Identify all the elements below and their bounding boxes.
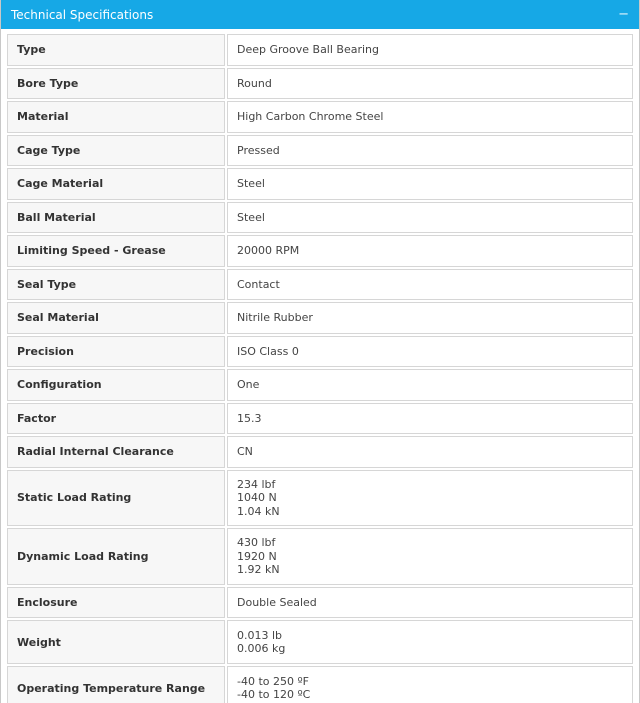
spec-value-line: 0.013 lb bbox=[237, 628, 283, 642]
spec-value-line: ISO Class 0 bbox=[237, 344, 299, 358]
spec-label: Factor bbox=[7, 403, 225, 435]
table-row bbox=[7, 68, 633, 100]
specs-table-container bbox=[1, 29, 639, 703]
panel-header[interactable] bbox=[1, 0, 639, 29]
spec-value-line: Round bbox=[237, 76, 272, 90]
spec-value bbox=[227, 470, 633, 527]
spec-value bbox=[227, 68, 633, 100]
specs-table bbox=[5, 32, 635, 703]
spec-label: Dynamic Load Rating bbox=[7, 528, 225, 585]
table-row bbox=[7, 135, 633, 167]
table-row bbox=[7, 202, 633, 234]
spec-label: Material bbox=[7, 101, 225, 133]
spec-label: Radial Internal Clearance bbox=[7, 436, 225, 468]
table-row bbox=[7, 269, 633, 301]
table-row bbox=[7, 235, 633, 267]
spec-value-line: 20000 RPM bbox=[237, 244, 300, 257]
spec-value bbox=[227, 101, 633, 133]
spec-value bbox=[227, 666, 633, 703]
spec-value-line: 1.92 kN bbox=[237, 563, 280, 576]
spec-label: Enclosure bbox=[7, 587, 225, 619]
spec-value-line: 1.04 kN bbox=[237, 504, 280, 518]
table-row bbox=[7, 666, 633, 703]
spec-label: Precision bbox=[7, 336, 225, 368]
spec-value-line: CN bbox=[237, 445, 253, 458]
spec-label: Ball Material bbox=[7, 202, 225, 234]
spec-label: Type bbox=[7, 34, 225, 66]
spec-label: Bore Type bbox=[7, 68, 225, 100]
spec-value-line: Pressed bbox=[237, 143, 280, 157]
spec-value bbox=[227, 135, 633, 167]
spec-value bbox=[227, 587, 633, 619]
spec-value bbox=[227, 34, 633, 66]
spec-value-line: 430 lbf bbox=[237, 536, 276, 549]
spec-value-line: -40 to 250 ºF bbox=[237, 674, 310, 688]
spec-value bbox=[227, 620, 633, 664]
spec-label: Cage Type bbox=[7, 135, 225, 167]
spec-value bbox=[227, 436, 633, 468]
spec-label: Limiting Speed - Grease bbox=[7, 235, 225, 267]
table-row bbox=[7, 403, 633, 435]
spec-value bbox=[227, 336, 633, 368]
spec-value-line: Steel bbox=[237, 177, 265, 190]
spec-label: Seal Material bbox=[7, 302, 225, 334]
spec-value bbox=[227, 302, 633, 334]
spec-value bbox=[227, 202, 633, 234]
spec-value-line: 1920 N bbox=[237, 549, 277, 563]
spec-value-line: 0.006 kg bbox=[237, 642, 286, 655]
table-row bbox=[7, 336, 633, 368]
spec-value bbox=[227, 168, 633, 200]
spec-value bbox=[227, 235, 633, 267]
spec-value-line: 234 lbf bbox=[237, 477, 276, 491]
spec-value-line: Deep Groove Ball Bearing bbox=[237, 43, 380, 56]
spec-value-line: 1040 N bbox=[237, 491, 277, 504]
spec-label: Static Load Rating bbox=[7, 470, 225, 527]
spec-label: Operating Temperature Range bbox=[7, 666, 225, 703]
spec-label: Cage Material bbox=[7, 168, 225, 200]
spec-value-line: Nitrile Rubber bbox=[237, 311, 313, 324]
spec-value bbox=[227, 369, 633, 401]
spec-value-line: Steel bbox=[237, 210, 265, 224]
spec-value bbox=[227, 528, 633, 585]
table-row bbox=[7, 587, 633, 619]
spec-value bbox=[227, 403, 633, 435]
table-row bbox=[7, 101, 633, 133]
spec-value-line: Contact bbox=[237, 277, 280, 291]
table-row bbox=[7, 470, 633, 527]
spec-label: Configuration bbox=[7, 369, 225, 401]
panel-title: Technical Specifications bbox=[11, 7, 154, 22]
table-row bbox=[7, 34, 633, 66]
spec-value-line: High Carbon Chrome Steel bbox=[237, 110, 384, 123]
spec-value-line: 15.3 bbox=[237, 411, 262, 425]
table-row bbox=[7, 436, 633, 468]
specs-table-body bbox=[7, 34, 633, 703]
table-row bbox=[7, 168, 633, 200]
table-row bbox=[7, 620, 633, 664]
spec-value-line: One bbox=[237, 378, 260, 391]
table-row bbox=[7, 302, 633, 334]
table-row bbox=[7, 369, 633, 401]
spec-value-line: -40 to 120 ºC bbox=[237, 688, 311, 701]
collapse-icon[interactable]: − bbox=[618, 7, 629, 22]
spec-value bbox=[227, 269, 633, 301]
spec-label: Seal Type bbox=[7, 269, 225, 301]
spec-value-line: Double Sealed bbox=[237, 595, 317, 609]
spec-label: Weight bbox=[7, 620, 225, 664]
table-row bbox=[7, 528, 633, 585]
